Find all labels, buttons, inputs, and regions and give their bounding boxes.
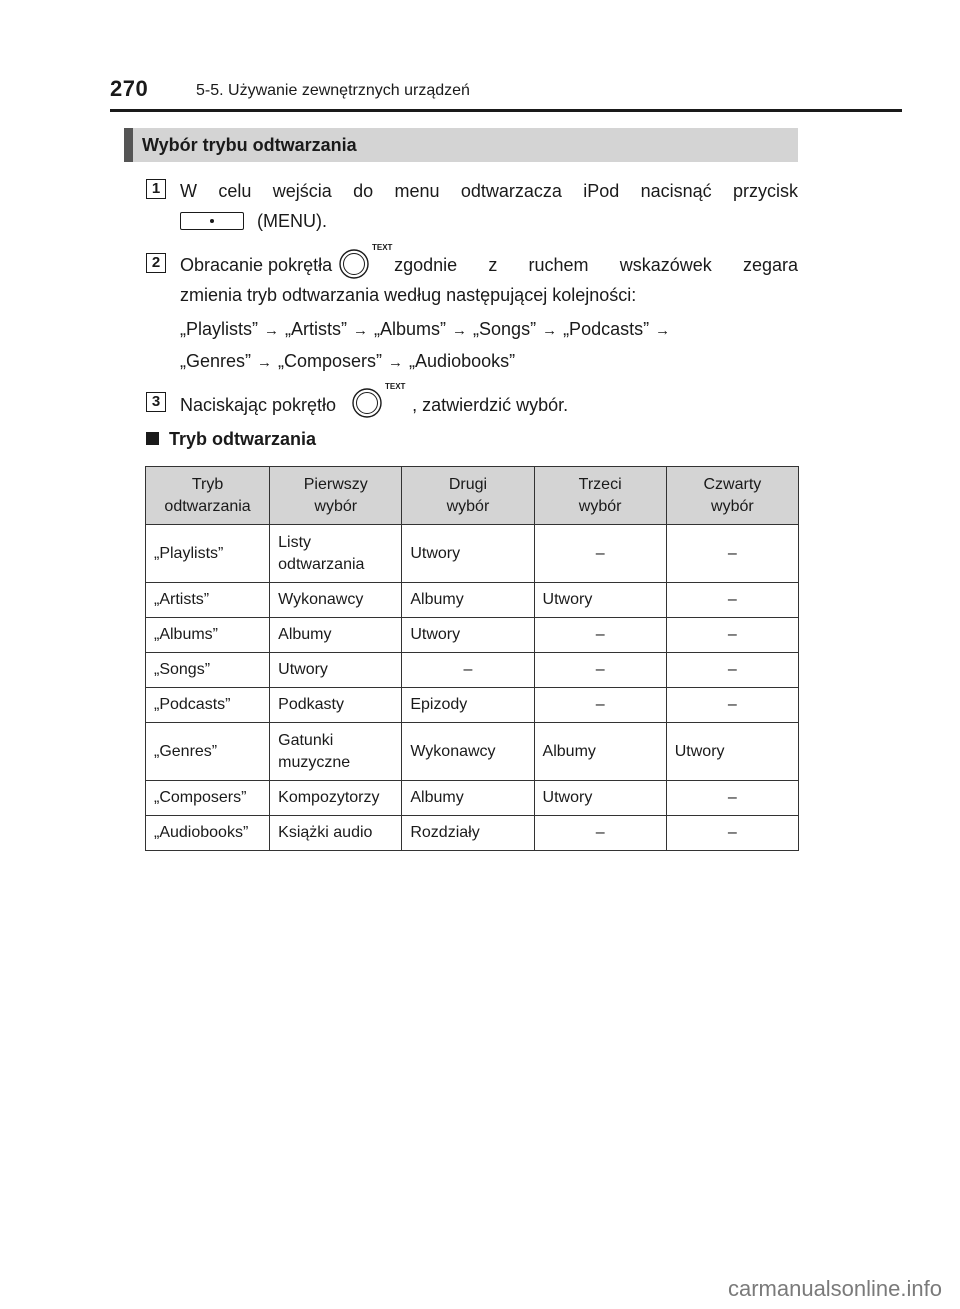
arrow-right-icon: → xyxy=(353,322,369,339)
table-cell: – xyxy=(666,525,798,583)
table-cell: Utwory xyxy=(534,583,666,618)
table-cell: „Composers” xyxy=(146,781,270,816)
menu-button-icon xyxy=(180,212,244,230)
sequence-item: „Composers” xyxy=(278,351,383,371)
column-header: Drugi wybór xyxy=(402,467,534,525)
column-header: Pierwszy wybór xyxy=(270,467,402,525)
table-row xyxy=(146,653,799,688)
table-cell: Listy odtwarzania xyxy=(270,525,402,583)
table-cell: – xyxy=(666,583,798,618)
table-cell: Kompozytorzy xyxy=(270,781,402,816)
table-cell: „Playlists” xyxy=(146,525,270,583)
section-heading xyxy=(124,128,798,162)
sequence-item: „Genres” xyxy=(180,351,252,371)
table-cell: Albumy xyxy=(534,723,666,781)
table-cell: Utwory xyxy=(270,653,402,688)
table-cell: Albumy xyxy=(270,618,402,653)
knob-label: TEXT xyxy=(385,382,406,391)
table-header-row xyxy=(146,467,799,525)
table-row xyxy=(146,781,799,816)
table-cell: Albumy xyxy=(402,781,534,816)
table-cell: Albumy xyxy=(402,583,534,618)
arrow-right-icon: → xyxy=(655,322,671,339)
table-cell: „Genres” xyxy=(146,723,270,781)
sequence-item: „Podcasts” xyxy=(563,319,650,339)
arrow-right-icon: → xyxy=(264,322,280,339)
table-cell: – xyxy=(666,653,798,688)
chapter-title: 5-5. Używanie zewnętrznych urządzeń xyxy=(196,82,470,99)
table-cell: Wykonawcy xyxy=(270,583,402,618)
arrow-right-icon: → xyxy=(452,322,468,339)
table-cell: Wykonawcy xyxy=(402,723,534,781)
table-cell: Podkasty xyxy=(270,688,402,723)
step-2 xyxy=(146,243,798,378)
table-cell: Utwory xyxy=(402,525,534,583)
table-cell: Książki audio xyxy=(270,816,402,851)
sequence-item: „Artists” xyxy=(285,319,348,339)
step-2-line-1 xyxy=(180,243,798,280)
table-cell: „Songs” xyxy=(146,653,270,688)
step-2-text-before: Obracanie pokrętła xyxy=(180,255,333,275)
table-row xyxy=(146,618,799,653)
arrow-right-icon: → xyxy=(542,322,558,339)
table-cell: Gatunki muzyczne xyxy=(270,723,402,781)
table-row xyxy=(146,723,799,781)
table-cell: – xyxy=(666,781,798,816)
step-number-2: 2 xyxy=(146,253,166,273)
table-cell: „Artists” xyxy=(146,583,270,618)
subheading xyxy=(146,429,316,450)
table-cell: Utwory xyxy=(666,723,798,781)
table-row xyxy=(146,816,799,851)
table-row xyxy=(146,525,799,583)
tune-knob-icon xyxy=(345,382,407,419)
column-header: Czwarty wybór xyxy=(666,467,798,525)
table-cell: – xyxy=(666,816,798,851)
section-heading-text: Wybór trybu odtwarzania xyxy=(142,135,357,155)
column-header: Tryb odtwarzania xyxy=(146,467,270,525)
square-bullet-icon xyxy=(146,432,159,445)
table-cell: – xyxy=(534,816,666,851)
table-row xyxy=(146,688,799,723)
step-1-menu-label: (MENU). xyxy=(257,211,328,231)
page-number: 270 xyxy=(110,76,149,101)
table-cell: Rozdziały xyxy=(402,816,534,851)
table-cell: – xyxy=(534,688,666,723)
table-cell: „Albums” xyxy=(146,618,270,653)
step-1 xyxy=(146,176,798,236)
header-rule xyxy=(110,109,902,112)
table-cell: Utwory xyxy=(534,781,666,816)
step-1-line-1: W celu wejścia do menu odtwarzacza iPod nacisnąć przycisk xyxy=(180,181,798,201)
playback-mode-table xyxy=(145,466,799,851)
table-cell: – xyxy=(534,653,666,688)
table-cell: Epizody xyxy=(402,688,534,723)
step-3 xyxy=(146,382,798,420)
table-cell: Utwory xyxy=(402,618,534,653)
step-3-text-before: Naciskając pokrętło xyxy=(180,395,337,415)
table-cell: – xyxy=(534,525,666,583)
table-cell: – xyxy=(666,618,798,653)
mode-sequence xyxy=(180,314,798,378)
step-number-1: 1 xyxy=(146,179,166,199)
sequence-item: „Songs” xyxy=(473,319,537,339)
table-cell: – xyxy=(666,688,798,723)
step-2-line-2: zmienia tryb odtwarzania według następującej kolejności: xyxy=(180,285,637,305)
sequence-item: „Albums” xyxy=(374,319,447,339)
tune-knob-icon xyxy=(332,243,394,280)
step-2-text-after: zgodnie z ruchem wskazówek zegara xyxy=(394,255,798,275)
knob-label: TEXT xyxy=(372,243,393,252)
sequence-item: „Audiobooks” xyxy=(409,351,516,371)
step-number-3: 3 xyxy=(146,392,166,412)
column-header: Trzeci wybór xyxy=(534,467,666,525)
table-cell: – xyxy=(534,618,666,653)
step-3-text-after: , zatwierdzić wybór. xyxy=(412,395,569,415)
table-cell: – xyxy=(402,653,534,688)
arrow-right-icon: → xyxy=(257,354,273,371)
arrow-right-icon: → xyxy=(388,354,404,371)
table-row xyxy=(146,583,799,618)
watermark: carmanualsonline.info xyxy=(727,1276,942,1301)
subheading-text: Tryb odtwarzania xyxy=(169,429,317,449)
sequence-item: „Playlists” xyxy=(180,319,259,339)
step-1-line-2 xyxy=(180,206,798,236)
table-cell: „Podcasts” xyxy=(146,688,270,723)
table-cell: „Audiobooks” xyxy=(146,816,270,851)
